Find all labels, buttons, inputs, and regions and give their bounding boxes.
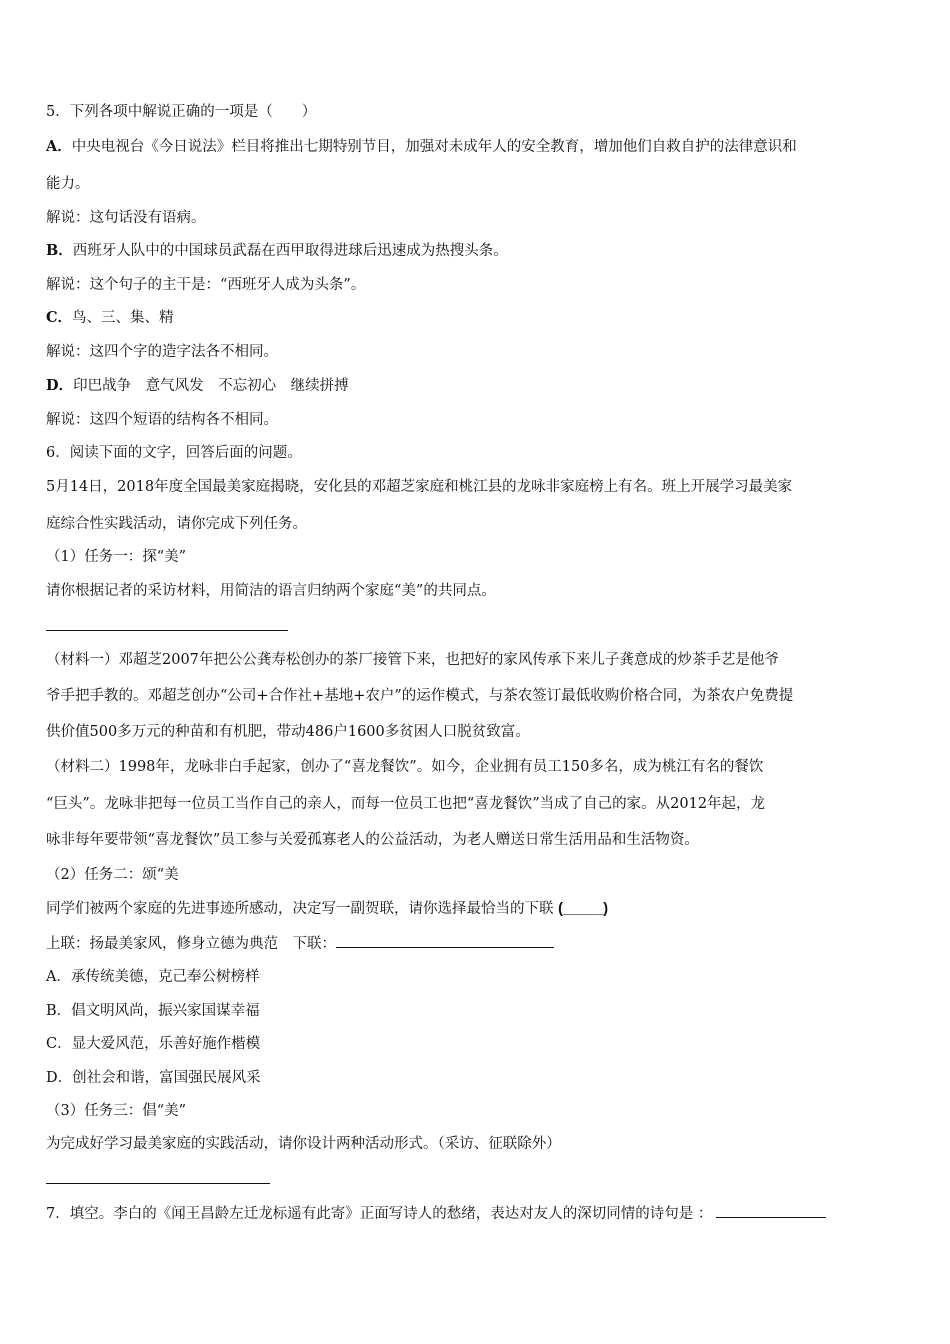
q6-task2-title: （2）任务二：颂“美: [46, 867, 179, 883]
task2-option-a: A．承传统美德，克己奉公树榜样: [46, 969, 260, 985]
q6-task1-title: （1）任务一：探“美”: [46, 549, 187, 565]
q5-c-label: C．: [46, 309, 73, 326]
q5-d-explain: 解说：这四个短语的结构各不相同。: [46, 412, 278, 428]
material1-line-1: （材料一）邓超芝2007年把公公龚寿松创办的茶厂接管下来，也把好的家风传承下来儿子龚意成的炒茶手艺是他爷: [46, 652, 779, 668]
q5-option-d: [46, 376, 349, 396]
couplet-upper: 上联：扬最美家风，修身立德为典范 下联：: [46, 936, 336, 952]
task3-answer-line[interactable]: [46, 1183, 270, 1184]
task2-option-d: D．创社会和谐，富国强民展风采: [46, 1070, 261, 1086]
material2-line-3: 咏非每年要带领“喜龙餐饮”员工参与关爱孤寡老人的公益活动，为老人赠送日常生活用品和生活物资。: [46, 832, 699, 848]
q5-option-b: [46, 241, 508, 261]
q6-intro-2: 庭综合性实践活动，请你完成下列任务。: [46, 516, 307, 532]
q6-task2-prompt: [46, 899, 608, 919]
q5-stem: 5．下列各项中解说正确的一项是（ ）: [46, 104, 317, 120]
q5-option-c: [46, 308, 174, 328]
q5-a-text-2: 能力。: [46, 176, 90, 192]
q5-b-label: B．: [46, 242, 73, 259]
material1-line-3: 供价值500多万元的种苗和有机肥，带动486户1600多贫困人口脱贫致富。: [46, 724, 530, 740]
task2-option-b: B．倡文明风尚，振兴家国谋幸福: [46, 1003, 260, 1019]
q6-stem: 6．阅读下面的文字，回答后面的问题。: [46, 445, 302, 461]
q6-task1-prompt: 请你根据记者的采访材料，用简洁的语言归纳两个家庭“美”的共同点。: [46, 583, 496, 599]
q7-stem: [46, 1203, 826, 1224]
material1-line-2: 爷手把手教的。邓超芝创办“公司+合作社+基地+农户”的运作模式，与茶农签订最低收购价格合同，为茶农户免费提: [46, 688, 794, 704]
q7-stem-text: 7．填空。李白的《闻王昌龄左迁龙标遥有此寄》正面写诗人的愁绪，表达对友人的深切同情的诗句是 ：: [46, 1206, 713, 1222]
q6-task3-prompt: 为完成好学习最美家庭的实践活动，请你设计两种活动形式。（采访、征联除外）: [46, 1136, 561, 1152]
q7-answer-blank[interactable]: [716, 1203, 826, 1218]
q5-b-text: 西班牙人队中的中国球员武磊在西甲取得进球后迅速成为热搜头条。: [72, 243, 508, 259]
q5-a-label: A．: [46, 138, 72, 155]
material2-line-1: （材料二）1998年，龙咏非白手起家，创办了“喜龙餐饮”。如今，企业拥有员工150多名，成为桃江有名的餐饮: [46, 759, 764, 775]
couplet-lower-blank[interactable]: [336, 933, 554, 948]
q5-d-label: D．: [46, 377, 74, 394]
q5-a-explain: 解说：这句话没有语病。: [46, 210, 206, 226]
q5-d-text: 印巴战争 意气风发 不忘初心 继续拼搏: [73, 378, 349, 394]
q5-c-text: 鸟、三、集、精: [72, 310, 174, 326]
material2-line-2: “巨头”。龙咏非把每一位员工当作自己的亲人，而每一位员工也把“喜龙餐饮”当成了自己的家。从2012年起，龙: [46, 796, 766, 812]
task2-prompt-text: 同学们被两个家庭的先进事迹所感动，决定写一副贺联，请你选择最恰当的下联: [46, 901, 554, 917]
task2-answer-blank[interactable]: (_____): [558, 901, 609, 917]
couplet-line: [46, 933, 554, 954]
task2-option-c: C．显大爱风范，乐善好施作楷模: [46, 1036, 261, 1052]
q5-b-explain: 解说：这个句子的主干是：“西班牙人成为头条”。: [46, 277, 366, 293]
q5-c-explain: 解说：这四个字的造字法各不相同。: [46, 344, 278, 360]
q5-a-text-1: 中央电视台《今日说法》栏目将推出七期特别节目，加强对未成年人的安全教育，增加他们自救自护的法律意识和: [71, 139, 797, 155]
task1-answer-line[interactable]: [46, 630, 288, 631]
q6-intro-1: 5月14日，2018年度全国最美家庭揭晓，安化县的邓超芝家庭和桃江县的龙咏非家庭榜上有名。班上开展学习最美家: [46, 479, 793, 495]
q5-option-a: [46, 137, 797, 157]
q6-task3-title: （3）任务三：倡“美”: [46, 1103, 187, 1119]
